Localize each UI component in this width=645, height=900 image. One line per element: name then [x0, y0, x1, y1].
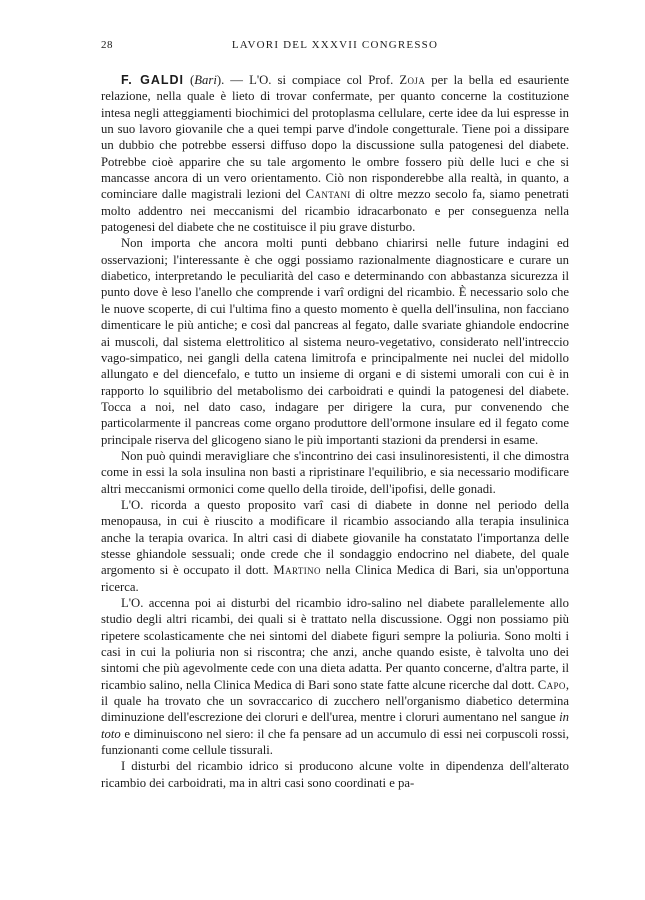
paragraph [101, 448, 569, 497]
text-run: Non importa che ancora molti punti debbano chiarirsi nelle future indagini ed osservazioni; l'interessante è che oggi possiamo razionalmente diagnosticare e curare un diabetico, interpretando le peculiarità del caso e determinando con abbastanza sicurezza il punto dove è leso l'anello che comprende i varî ordigni del ricambio. È necessario solo che le nuove scoperte, di cui l'ultima fino a questo momento è quella dell'insulina, non facciano dimenticare le più antiche; e così dal pancreas al fegato, dalle svariate ghiandole endocrine ai muscoli, dal sistema elettrolitico al sistema neuro-vegetativo, considerato nell'intreccio vago-simpatico, nei gangli della catena limitrofa e principalmente nei nuclei del midollo allungato e del diencefalo, e tutto un insieme di organi e di sistemi umorali con cui è in rapporto lo squilibrio del metabolismo dei carboidrati e quindi la patogenesi del diabete. Tocca a noi, nel dato caso, indagare per dirigere la cura, pur convenendo che particolarmente il pancreas come organo produttore dell'ormone insulare ed il fegato come principale riserva del glicogeno siano le più importanti stazioni da prendersi in esame. [101, 236, 569, 447]
text-run: L'O. accenna poi ai disturbi del ricambio idro-salino nel diabete parallelemente allo studio degli altri ricambi, dei quali si è trattato nella discussione. Oggi non possiamo più ripetere scolasticamente che nei sintomi del diabete figuri sempre la poliuria. Sono molti i casi in cui la poliuria non si riscontra; che anzi, anche quando esiste, è talvolta uno dei sintomi che più agevolmente cede con una dieta adatta. Per quanto concerne, d'altra parte, il ricambio salino, nella Clinica Medica di Bari sono state fatte alcune ricerche dal dott. [101, 596, 569, 692]
text-run: Non può quindi meravigliare che s'incontrino dei casi insulinoresistenti, il che dimostra come in essi la sola insulina non basti a ripristinare l'equilibrio, e sia necessario modificare altri meccanismi ormonici come quello della tiroide, dell'ipofisi, delle gonadi. [101, 448, 569, 496]
person-name: Martino [273, 563, 321, 578]
person-name: Cantani [305, 187, 351, 202]
speaker-name: F. GALDI [121, 73, 184, 87]
text-run: di oltre mezzo secolo fa, siamo penetrati molto addentro nei meccanismi del ricambio idracarbonato e per conseguenza nella patogenesi del diabete che ne costituisce il piu grave disturbo. [101, 187, 569, 235]
text-run: per la bella ed esauriente relazione, nella quale è lieto di trovar confermate, per quanto concerne la costituzione intesa negli atteggiamenti biochimici del protoplasma cellulare, certe idee da lui espresse in un suo lavoro giovanile che a quei tempi parve d'indole congetturale. Tiene poi a dissipare un dubbio che potrebbe essersi diffuso dopo la discussione sulla patogenesi del diabete. Potrebbe cioè apparire che su tale argomento le ombre fossero più delle luci e che si mancasse ancora di un vero orientamento. Ciò non risponderebbe alla realtà, in quanto, a cominciare dalle magistrali lezioni del [101, 73, 569, 202]
text-run: L'O. ricorda a questo proposito varî casi di diabete in donne nel periodo della menopausa, in cui è riuscito a modificare il ricambio associando alla terapia insulinica anche la terapia ovarica. In altri casi di diabete giovanile ha constatato l'importanza delle stesse ghiandole sessuali; onde crede che il sondaggio endocrino nel diabete, del quale argomento si è occupato il dott. [101, 497, 569, 578]
page-number: 28 [101, 39, 113, 51]
text-run: ). — L'O. si compiace col Prof. [216, 73, 400, 87]
running-head: LAVORI DEL XXXVII CONGRESSO [231, 39, 439, 51]
text-run: e diminuiscono nel siero: il che fa pensare ad un accumulo di essi nei corpuscoli rossi, funzionanti come cellule tissurali. [101, 726, 569, 758]
text-run: , il quale ha trovato che un sovraccarico di zucchero nell'organismo diabetico determina diminuzione dell'escrezione dei cloruri e dell'urea, mentre i cloruri aumentano nel sangue [101, 677, 569, 725]
paragraph [101, 235, 569, 447]
person-name: Capo [537, 677, 566, 692]
text-run: nella Clinica Medica di Bari, sia un'opportuna ricerca. [101, 563, 570, 594]
paragraph [101, 595, 569, 758]
text-run: in toto [101, 710, 569, 741]
text-run: ( [183, 73, 195, 87]
person-name: Zoja [399, 73, 426, 87]
text-run: Bari [194, 73, 217, 87]
text-run: I disturbi del ricambio idrico si producono alcune volte in dipendenza dell'alterato ricambio dei carboidrati, ma in altri casi sono coordinati e pa- [101, 759, 569, 790]
paragraph [101, 497, 569, 595]
body-text [101, 72, 569, 791]
paragraph [101, 758, 569, 791]
page-header [101, 39, 569, 55]
paragraph [101, 72, 569, 235]
